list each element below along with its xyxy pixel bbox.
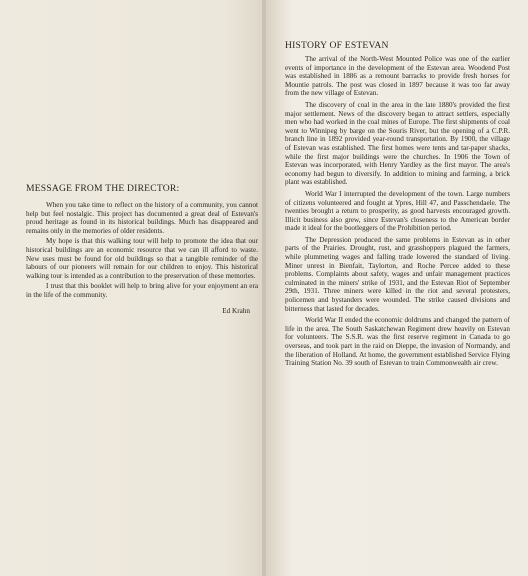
director-paragraph: I trust that this booklet will help to bring alive for your enjoyment an era in the life of the community. bbox=[26, 282, 258, 299]
history-heading: HISTORY OF ESTEVAN bbox=[285, 40, 389, 51]
history-paragraph: The Depression produced the same problems in Estevan as in other parts of the Prairies. Drought, rust, and grasshoppers plagued the farmers, while plummeting wages and falling trade lowered the standard of living. Miner unrest in Bienfait, Taylorton, and Roche Percee added to these problems. Complaints about safety, wages and unfair management practices culminated in the miners' strike of 1931, and the Estevan Riot of September 29th, 1931. Three miners were killed in the riot and several protesters, policemen and bystanders were wounded. The strike caused divisions and bitterness that lasted for decades. bbox=[285, 235, 510, 313]
history-section bbox=[285, 40, 510, 371]
history-body bbox=[285, 55, 510, 368]
director-paragraph: My hope is that this walking tour will help to promote the idea that our historical buildings are an economic resource that we can ill afford to waste. New uses must be found for old buildings so that a tangible reminder of the labours of our pioneers will remain for our children to enjoy. This historical walking tour is intended as a contribution to the preservation of these memories. bbox=[26, 237, 258, 280]
director-paragraph: When you take time to reflect on the history of a community, you cannot help but feel nostalgic. This project has documented a great deal of Estevan's proud heritage as found in its historical buildings. Much has disappeared and remains only in the memories of older residents. bbox=[26, 201, 258, 235]
history-paragraph: World War II ended the economic doldrums and changed the pattern of life in the area. The South Saskatchewan Regiment drew heavily on Estevan for volunteers. The S.S.R. was the first reserve regiment in Canada to go overseas, and took part in the raid on Dieppe, the invasion of Normandy, and the liberation of Holland. At home, the government established Service Flying Training Station No. 39 south of Estevan to train Commonwealth air crew. bbox=[285, 316, 510, 368]
director-signature: Ed Krahn bbox=[222, 306, 250, 315]
director-message bbox=[26, 183, 258, 315]
history-paragraph: The arrival of the North-West Mounted Police was one of the earlier events of importance in the development of the Estevan area. Woodend Post was established in 1886 as a remount barracks to provide fresh horses for Mountie patrols. The post was closed in 1897 because it was too far away from the new village of Estevan. bbox=[285, 55, 510, 98]
history-paragraph: World War I interrupted the development of the town. Large numbers of citizens volunteered and fought at Ypres, Hill 47, and Passchendaele. The twenties brought a return to prosperity, as good harvests encouraged growth. Illicit business also grew, since Estevan's closeness to the American border made it ideal for the bootleggers of the Prohibition period. bbox=[285, 189, 510, 233]
history-paragraph: The discovery of coal in the area in the late 1880's provided the first major settlement. News of the discovery began to attract settlers, especially men who had worked in the coal mines of Europe. The first shipments of coal went to Winnipeg by barge on the Souris River, but the opening of a C.P.R. branch line in 1892 provided year-round transportation. By 1900, the village of Estevan was established. The first homes were tents and tar-paper shacks, while the first major buildings were the churches. In 1906 the Town of Estevan was incorporated, with Henry Yardley as the first mayor. The area's economy had begun to diversify. In addition to mining and farming, a brick plant was established. bbox=[285, 100, 510, 187]
director-body bbox=[26, 201, 258, 300]
director-heading: MESSAGE FROM THE DIRECTOR: bbox=[26, 183, 180, 194]
